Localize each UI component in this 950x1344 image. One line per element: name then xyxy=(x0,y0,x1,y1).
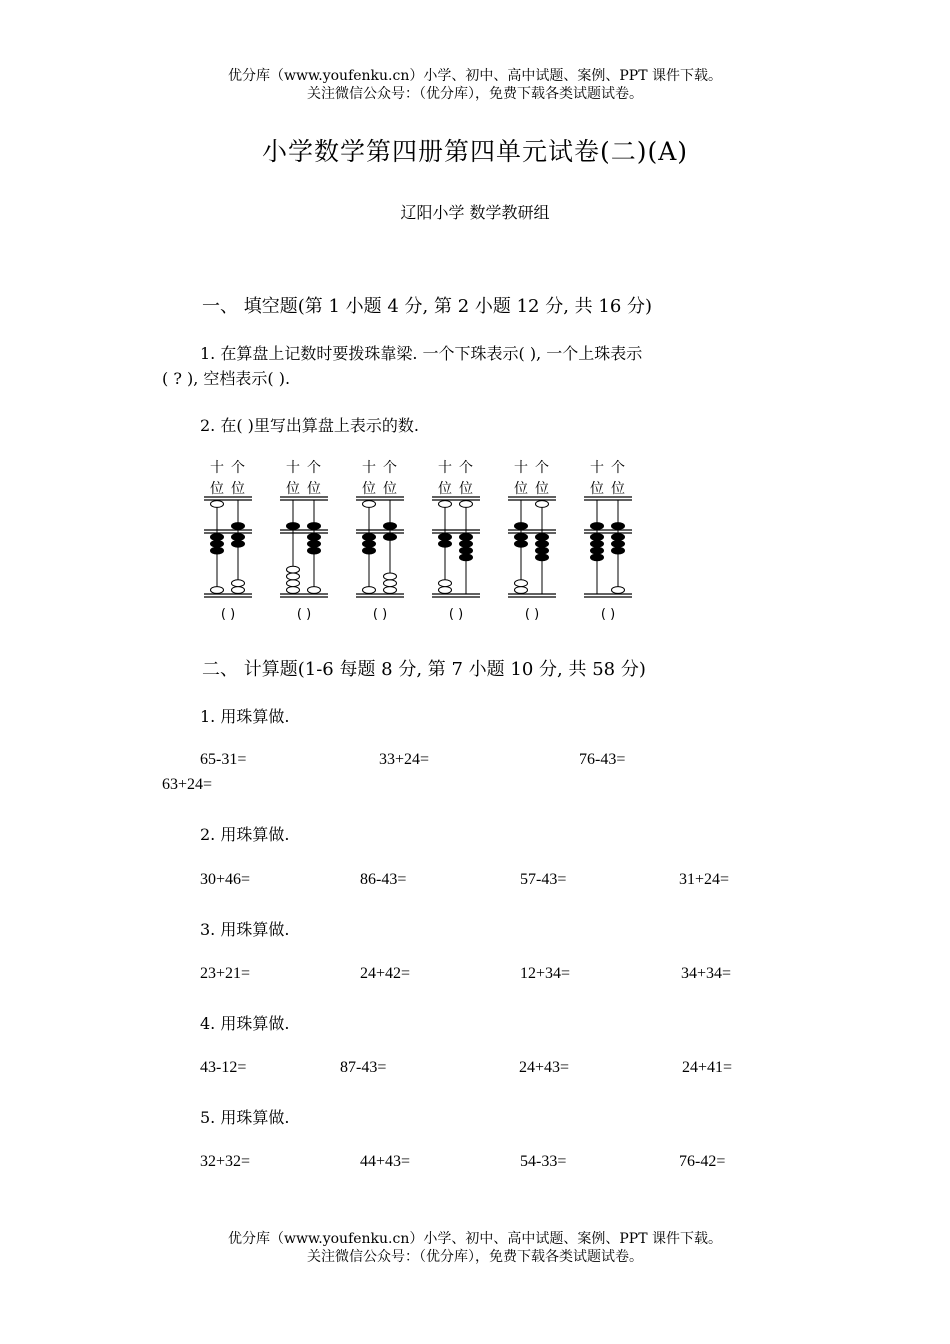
place-label: 位 xyxy=(210,481,224,497)
bead xyxy=(536,501,549,508)
bead-counted xyxy=(308,547,321,554)
calc-3-3: 12+34= xyxy=(520,965,571,982)
bead xyxy=(384,580,397,587)
bead xyxy=(211,501,224,508)
tens-label: 十 xyxy=(286,460,300,476)
abacus-figure xyxy=(428,455,488,630)
calc-3-1: 23+21= xyxy=(200,965,251,982)
footer-line-2: 关注微信公众号：（优分库），免费下载各类试题试卷。 xyxy=(307,1249,643,1265)
calc-group-4-label: 4. 用珠算做. xyxy=(200,1014,290,1033)
calc-5-2: 44+43= xyxy=(360,1153,411,1170)
bead-counted xyxy=(460,540,473,547)
abacus-figure xyxy=(504,455,564,630)
calc-group-5-label: 5. 用珠算做. xyxy=(200,1108,290,1127)
bead xyxy=(363,501,376,508)
bead xyxy=(287,566,300,573)
bead-counted xyxy=(211,547,224,554)
place-label: 位 xyxy=(611,481,625,497)
tens-label: 十 xyxy=(438,460,452,476)
page-subtitle: 辽阳小学 数学教研组 xyxy=(400,203,550,222)
bead-counted xyxy=(591,534,604,541)
bead-counted xyxy=(287,523,300,530)
place-label: 位 xyxy=(459,481,473,497)
abacus-2 xyxy=(276,455,336,630)
bead-counted xyxy=(591,554,604,561)
bead-counted xyxy=(591,540,604,547)
bead-counted xyxy=(439,534,452,541)
ones-label: 个 xyxy=(535,460,549,476)
ones-label: 个 xyxy=(383,460,397,476)
answer-blank[interactable]: ( ) xyxy=(296,607,312,622)
ones-label: 个 xyxy=(231,460,245,476)
question-1-line-1: 1. 在算盘上记数时要拨珠靠梁. 一个下珠表示( ), 一个上珠表示 xyxy=(200,344,643,363)
calc-4-1: 43-12= xyxy=(200,1059,247,1076)
bead-counted xyxy=(384,523,397,530)
page-title: 小学数学第四册第四单元试卷(二)(A) xyxy=(261,137,689,166)
bead-counted xyxy=(591,523,604,530)
question-1-line-2: ( ? ), 空档表示( ). xyxy=(162,369,291,388)
ones-label: 个 xyxy=(459,460,473,476)
bead-counted xyxy=(232,540,245,547)
tens-label: 十 xyxy=(514,460,528,476)
place-label: 位 xyxy=(383,481,397,497)
bead-counted xyxy=(363,547,376,554)
bead xyxy=(287,573,300,580)
calc-1-3: 76-43= xyxy=(579,751,626,768)
bead xyxy=(384,573,397,580)
calc-4-2: 87-43= xyxy=(340,1059,387,1076)
bead-counted xyxy=(536,540,549,547)
place-label: 位 xyxy=(438,481,452,497)
bead-counted xyxy=(536,554,549,561)
bead xyxy=(460,501,473,508)
header-line-2: 关注微信公众号：（优分库），免费下载各类试题试卷。 xyxy=(307,86,643,102)
bead-counted xyxy=(308,523,321,530)
bead xyxy=(363,587,376,594)
bead-counted xyxy=(460,534,473,541)
bead-counted xyxy=(308,540,321,547)
bead xyxy=(232,580,245,587)
bead-counted xyxy=(211,540,224,547)
bead xyxy=(287,580,300,587)
bead-counted xyxy=(308,534,321,541)
bead-counted xyxy=(363,534,376,541)
bead xyxy=(612,587,625,594)
bead xyxy=(439,580,452,587)
bead-counted xyxy=(232,523,245,530)
bead xyxy=(308,587,321,594)
bead xyxy=(287,587,300,594)
bead-counted xyxy=(612,534,625,541)
bead-counted xyxy=(515,534,528,541)
calc-2-4: 31+24= xyxy=(679,871,730,888)
calc-5-1: 32+32= xyxy=(200,1153,251,1170)
place-label: 位 xyxy=(231,481,245,497)
bead-counted xyxy=(363,540,376,547)
calc-group-1-label: 1. 用珠算做. xyxy=(200,707,290,726)
footer-line-1: 优分库（www.youfenku.cn）小学、初中、高中试题、案例、PPT 课件下载。 xyxy=(227,1231,722,1247)
tens-label: 十 xyxy=(590,460,604,476)
bead-counted xyxy=(536,547,549,554)
calc-group-3-label: 3. 用珠算做. xyxy=(200,920,290,939)
abacus-figure xyxy=(200,455,260,630)
answer-blank[interactable]: ( ) xyxy=(600,607,616,622)
bead xyxy=(211,587,224,594)
calc-4-4: 24+41= xyxy=(682,1059,733,1076)
bead-counted xyxy=(612,540,625,547)
calc-2-2: 86-43= xyxy=(360,871,407,888)
place-label: 位 xyxy=(307,481,321,497)
bead-counted xyxy=(536,534,549,541)
bead xyxy=(515,580,528,587)
place-label: 位 xyxy=(362,481,376,497)
answer-blank[interactable]: ( ) xyxy=(372,607,388,622)
calc-3-4: 34+34= xyxy=(681,965,732,982)
bead-counted xyxy=(612,523,625,530)
place-label: 位 xyxy=(590,481,604,497)
abacus-figure xyxy=(580,455,640,630)
bead xyxy=(515,587,528,594)
bead-counted xyxy=(591,547,604,554)
bead-counted xyxy=(232,534,245,541)
calc-1-2: 33+24= xyxy=(379,751,430,768)
bead-counted xyxy=(384,534,397,541)
bead-counted xyxy=(515,523,528,530)
tens-label: 十 xyxy=(210,460,224,476)
abacus-figure xyxy=(276,455,336,630)
calc-2-1: 30+46= xyxy=(200,871,251,888)
tens-label: 十 xyxy=(362,460,376,476)
abacus-3 xyxy=(352,455,412,630)
calc-2-3: 57-43= xyxy=(520,871,567,888)
answer-blank[interactable]: ( ) xyxy=(524,607,540,622)
bead-counted xyxy=(612,547,625,554)
question-2: 2. 在( )里写出算盘上表示的数. xyxy=(200,416,420,435)
section-1-heading: 一、 填空题(第 1 小题 4 分, 第 2 小题 12 分, 共 16 分) xyxy=(202,296,653,317)
answer-blank[interactable]: ( ) xyxy=(220,607,236,622)
abacus-5 xyxy=(504,455,564,630)
bead-counted xyxy=(211,534,224,541)
ones-label: 个 xyxy=(307,460,321,476)
bead-counted xyxy=(460,554,473,561)
calc-3-2: 24+42= xyxy=(360,965,411,982)
bead xyxy=(232,587,245,594)
bead xyxy=(384,587,397,594)
header-line-1: 优分库（www.youfenku.cn）小学、初中、高中试题、案例、PPT 课件下载。 xyxy=(227,68,722,84)
section-2-heading: 二、 计算题(1-6 每题 8 分, 第 7 小题 10 分, 共 58 分) xyxy=(202,659,646,680)
calc-5-3: 54-33= xyxy=(520,1153,567,1170)
abacus-row xyxy=(190,455,650,635)
calc-group-2-label: 2. 用珠算做. xyxy=(200,825,290,844)
abacus-figure xyxy=(352,455,412,630)
bead-counted xyxy=(515,540,528,547)
calc-4-3: 24+43= xyxy=(519,1059,570,1076)
bead xyxy=(439,501,452,508)
abacus-6 xyxy=(580,455,640,630)
abacus-1 xyxy=(200,455,260,630)
bead xyxy=(439,587,452,594)
bead-counted xyxy=(439,540,452,547)
abacus-4 xyxy=(428,455,488,630)
ones-label: 个 xyxy=(611,460,625,476)
answer-blank[interactable]: ( ) xyxy=(448,607,464,622)
calc-1-4: 63+24= xyxy=(162,776,213,793)
bead-counted xyxy=(460,547,473,554)
calc-5-4: 76-42= xyxy=(679,1153,726,1170)
calc-1-1: 65-31= xyxy=(200,751,247,768)
place-label: 位 xyxy=(514,481,528,497)
place-label: 位 xyxy=(286,481,300,497)
place-label: 位 xyxy=(535,481,549,497)
